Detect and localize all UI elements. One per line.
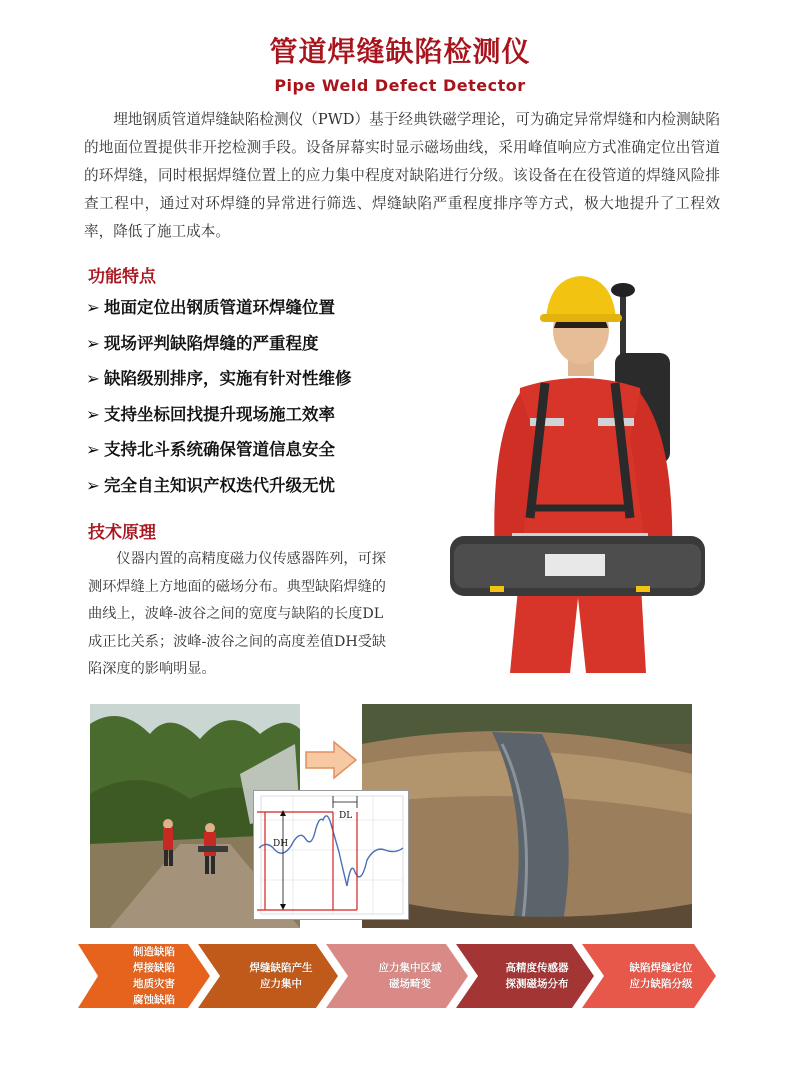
excavated-pipe-photo — [362, 704, 692, 928]
flow-step-text: 焊缝缺陷产生 — [249, 962, 313, 974]
intro-paragraph: 埋地钢质管道焊缝缺陷检测仪（PWD）基于经典铁磁学理论，可为确定异常焊缝和内检测缺陷的地面位置提供非开挖检测手段。设备屏幕实时显示磁场曲线，采用峰值响应方式准确定位出管道的环焊缝，同时根据焊缝位置上的应力集中程度对缺陷进行分级。该设备在在役管道的焊缝风险排查工程中，通过对环焊缝的异常进行筛选、焊缝缺陷严重程度排序等方式，极大地提升了工程效率，降低了施工成本。 — [84, 111, 720, 240]
arrow-bullet-icon: ➢ — [86, 440, 100, 459]
flow-step-4 — [472, 940, 588, 1012]
process-flow — [78, 940, 718, 1012]
flow-step-text: 焊接缺陷 — [133, 962, 175, 974]
flow-step-text: 制造缺陷 — [133, 946, 175, 958]
arrow-bullet-icon: ➢ — [86, 404, 100, 424]
features-list — [86, 290, 416, 503]
feature-text: 支持坐标回找提升现场施工效率 — [104, 404, 335, 424]
feature-item — [86, 361, 416, 397]
right-arrow-icon — [304, 740, 358, 780]
arrow-bullet-icon: ➢ — [86, 298, 100, 317]
feature-text: 地面定位出钢质管道环焊缝位置 — [104, 298, 335, 317]
feature-item — [86, 432, 416, 468]
flow-step-5 — [598, 940, 710, 1012]
feature-item — [86, 290, 416, 326]
feature-text: 现场评判缺陷焊缝的严重程度 — [104, 333, 319, 353]
page-title: 管道焊缝缺陷检测仪 — [269, 35, 531, 68]
flow-step-text: 地质灾害 — [133, 978, 175, 990]
feature-item — [86, 468, 416, 504]
features-heading: 功能特点 — [88, 267, 156, 287]
feature-text: 支持北斗系统确保管道信息安全 — [104, 440, 335, 459]
feature-item — [86, 326, 416, 362]
flow-step-text: 缺陷焊缝定位 — [629, 962, 693, 974]
worker-with-detector-image — [450, 268, 710, 688]
dl-label: DL — [339, 811, 353, 821]
flow-step-text: 高精度传感器 — [505, 962, 569, 974]
principle-heading: 技术原理 — [88, 523, 156, 543]
magnetic-curve-diagram — [253, 790, 409, 920]
arrow-bullet-icon: ➢ — [86, 333, 100, 353]
flow-step-text: 磁场畸变 — [389, 978, 431, 990]
flow-step-1 — [92, 940, 202, 1012]
feature-item — [86, 397, 416, 433]
principle-paragraph: 仪器内置的高精度磁力仪传感器阵列，可探测环焊缝上方地面的磁场分布。典型缺陷焊缝的曲线上，波峰-波谷之间的宽度与缺陷的长度DL成正比关系；波峰-波谷之间的高度差值DH受缺陷深度的影响明显。 — [88, 551, 387, 677]
flow-step-text: 应力缺陷分级 — [629, 978, 693, 990]
arrow-bullet-icon: ➢ — [86, 475, 100, 495]
dh-label: DH — [273, 839, 289, 849]
flow-step-text: 腐蚀缺陷 — [133, 994, 175, 1006]
flow-step-text: 探测磁场分布 — [505, 978, 569, 990]
feature-text: 缺陷级别排序，实施有针对性维修 — [104, 369, 352, 388]
arrow-bullet-icon: ➢ — [86, 369, 100, 388]
flow-step-text: 应力集中 — [260, 978, 302, 990]
feature-text: 完全自主知识产权迭代升级无忧 — [104, 475, 335, 495]
flow-step-text: 应力集中区域 — [378, 962, 442, 974]
flow-step-2 — [216, 940, 332, 1012]
page-subtitle: Pipe Weld Defect Detector — [274, 76, 526, 95]
flow-step-3 — [344, 940, 462, 1012]
